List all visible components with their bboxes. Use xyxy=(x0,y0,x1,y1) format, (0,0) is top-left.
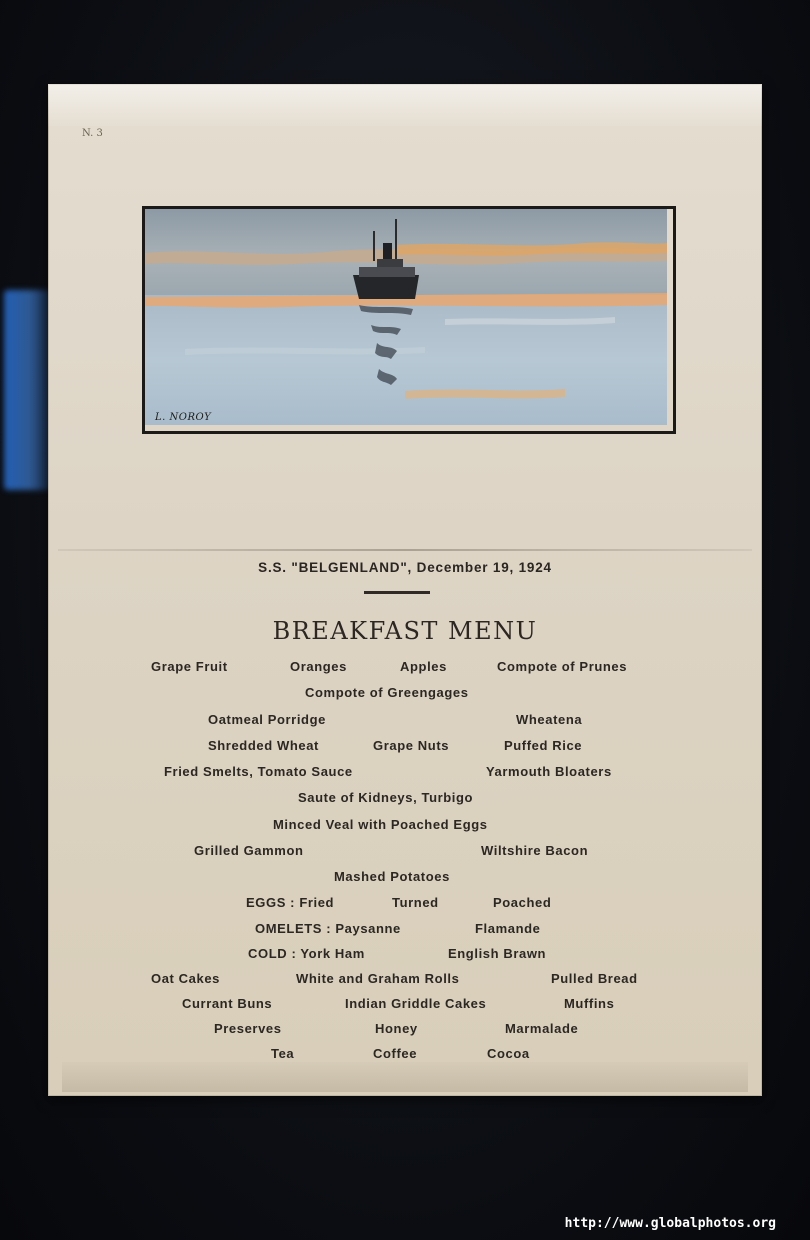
menu-item: Saute of Kidneys, Turbigo xyxy=(298,790,474,805)
menu-item: Fried Smelts, Tomato Sauce xyxy=(164,764,353,779)
menu-item: Tea xyxy=(271,1046,295,1061)
menu-row xyxy=(48,996,762,1014)
menu-row xyxy=(48,712,762,730)
menu-item: Minced Veal with Poached Eggs xyxy=(273,817,488,832)
menu-item: Apples xyxy=(400,659,447,674)
menu-item: Puffed Rice xyxy=(504,738,583,753)
menu-item: English Brawn xyxy=(448,946,547,961)
menu-item: Flamande xyxy=(475,921,541,936)
menu-item: Wiltshire Bacon xyxy=(481,843,589,858)
menu-item: White and Graham Rolls xyxy=(296,971,460,986)
menu-row xyxy=(48,971,762,989)
menu-item: Compote of Prunes xyxy=(497,659,628,674)
menu-item: COLD : York Ham xyxy=(248,946,365,961)
menu-item: Indian Griddle Cakes xyxy=(345,996,487,1011)
menu-item: Coffee xyxy=(373,1046,418,1061)
watermark-url: http://www.globalphotos.org xyxy=(564,1216,776,1231)
sheet-number: N. 3 xyxy=(82,128,103,139)
menu-item: EGGS : Fried xyxy=(246,895,335,910)
artist-signature: L. NOROY xyxy=(155,412,212,423)
menu-items xyxy=(48,84,762,1096)
menu-item: Grape Fruit xyxy=(151,659,228,674)
menu-row xyxy=(48,685,762,703)
menu-row xyxy=(48,869,762,887)
menu-item: Yarmouth Bloaters xyxy=(486,764,612,779)
menu-item: Grape Nuts xyxy=(373,738,450,753)
menu-item: Oranges xyxy=(290,659,347,674)
menu-row xyxy=(48,738,762,756)
menu-item: Poached xyxy=(493,895,552,910)
menu-item: Shredded Wheat xyxy=(208,738,319,753)
menu-item: Preserves xyxy=(214,1021,282,1036)
menu-item: Oat Cakes xyxy=(151,971,220,986)
menu-item: Currant Buns xyxy=(182,996,273,1011)
menu-item: Marmalade xyxy=(505,1021,579,1036)
menu-item: Oatmeal Porridge xyxy=(208,712,326,727)
menu-row xyxy=(48,895,762,913)
menu-row xyxy=(48,843,762,861)
menu-row xyxy=(48,817,762,835)
menu-item: Mashed Potatoes xyxy=(334,869,450,884)
menu-item: Grilled Gammon xyxy=(194,843,304,858)
menu-item: Compote of Greengages xyxy=(305,685,469,700)
menu-row xyxy=(48,1021,762,1039)
menu-row xyxy=(48,921,762,939)
menu-item: OMELETS : Paysanne xyxy=(255,921,401,936)
menu-title: BREAKFAST MENU xyxy=(272,617,538,645)
menu-row xyxy=(48,764,762,782)
ship-and-date: S.S. "BELGENLAND", December 19, 1924 xyxy=(258,560,552,575)
menu-row xyxy=(48,659,762,677)
card-bottom-edge xyxy=(62,1062,748,1092)
menu-row xyxy=(48,790,762,808)
menu-item: Pulled Bread xyxy=(551,971,638,986)
menu-card xyxy=(48,84,762,1096)
menu-item: Turned xyxy=(392,895,439,910)
menu-item: Muffins xyxy=(564,996,615,1011)
menu-item: Wheatena xyxy=(516,712,583,727)
menu-item: Honey xyxy=(375,1021,418,1036)
menu-item: Cocoa xyxy=(487,1046,530,1061)
menu-row xyxy=(48,946,762,964)
